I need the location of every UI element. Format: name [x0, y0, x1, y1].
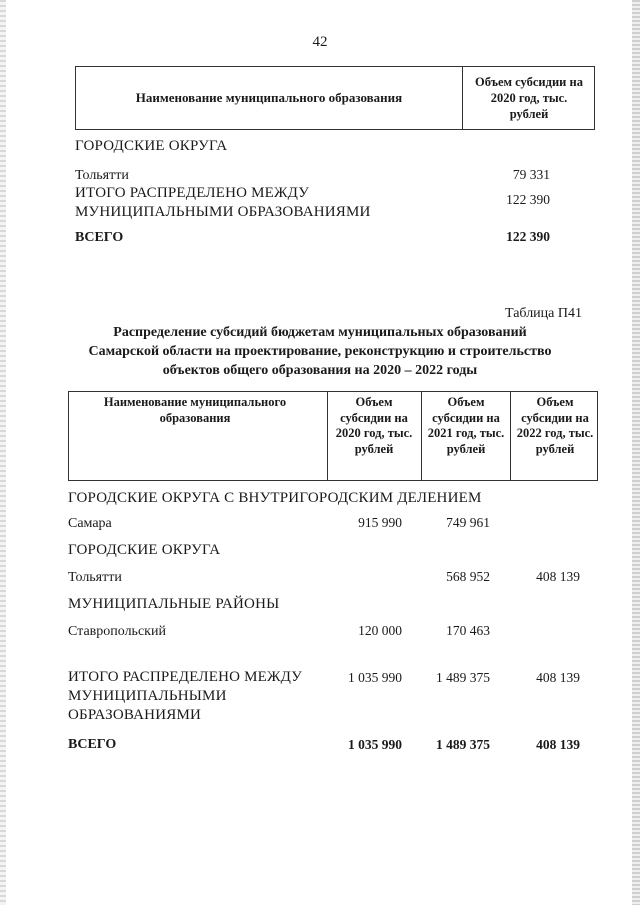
table2-row-2021: 749 961: [446, 515, 490, 530]
scan-edge-left: [0, 0, 6, 905]
table2-header-divider-2: [421, 392, 422, 480]
table2-header: [68, 391, 598, 481]
table2-grand-total-name: ВСЕГО: [68, 737, 117, 752]
table2-grand-total-2022: 408 139: [536, 737, 580, 752]
table2-total-distributed-2020: 1 035 990: [348, 670, 402, 685]
table1-header-divider: [462, 67, 463, 129]
page-number: 42: [312, 34, 328, 50]
table2-total-distributed-2021: 1 489 375: [436, 670, 490, 685]
table2-header-2020: Объем субсидии на 2020 год, тыс. рублей: [335, 395, 413, 456]
table2-row-name: Самара: [68, 516, 112, 531]
table2-row-2020: 120 000: [358, 623, 402, 638]
table2-grand-total-2020: 1 035 990: [348, 737, 402, 752]
table2-row-2021: 170 463: [446, 623, 490, 638]
table1-header-subsidy: Объем субсидии на 2020 год, тыс. рублей: [475, 75, 583, 121]
table2-caption: [0, 323, 640, 380]
table2-grand-total-2021: 1 489 375: [436, 737, 490, 752]
table1-header: [75, 66, 595, 130]
table2-header-divider-1: [327, 392, 328, 480]
table1-total-distributed-name: ИТОГО РАСПРЕДЕЛЕНО МЕЖДУ МУНИЦИПАЛЬНЫМИ ОБРАЗОВАНИЯМИ: [75, 185, 371, 220]
table2-section-title: ГОРОДСКИЕ ОКРУГА С ВНУТРИГОРОДСКИМ ДЕЛЕНИЕМ: [68, 490, 482, 506]
table1-grand-total-value: 122 390: [506, 229, 550, 244]
table2-section-title: ГОРОДСКИЕ ОКРУГА: [68, 542, 221, 558]
table1-row-value: 79 331: [512, 167, 550, 182]
table2-header-divider-3: [510, 392, 511, 480]
table2-header-2022: Объем субсидии на 2022 год, тыс. рублей: [516, 395, 594, 456]
table2-caption-text: Распределение субсидий бюджетам муниципальных образований Самарской области на проектирование, реконструкцию и строительство объектов общего образования на 2020 – 2022 годы: [88, 325, 552, 378]
table1-row-name: Тольятти: [75, 168, 129, 183]
table2-total-distributed-name: ИТОГО РАСПРЕДЕЛЕНО МЕЖДУ МУНИЦИПАЛЬНЫМИ ОБРАЗОВАНИЯМИ: [68, 669, 303, 723]
table2-section-title: МУНИЦИПАЛЬНЫЕ РАЙОНЫ: [68, 596, 280, 612]
table2-row-2020: 915 990: [358, 515, 402, 530]
table1-grand-total-name: ВСЕГО: [75, 230, 124, 245]
table2-row-2022: 408 139: [536, 569, 580, 584]
table1-total-distributed-value: 122 390: [506, 192, 550, 207]
table1-header-name: Наименование муниципального образования: [135, 90, 403, 105]
table2-header-name: Наименование муниципального образования: [103, 395, 287, 425]
scan-edge-right: [632, 0, 640, 905]
table2-row-2021: 568 952: [446, 569, 490, 584]
table2-row-name: Ставропольский: [68, 624, 166, 639]
table1-section-title: ГОРОДСКИЕ ОКРУГА: [75, 138, 228, 154]
table2-row-name: Тольятти: [68, 570, 122, 585]
table2-header-2021: Объем субсидии на 2021 год, тыс. рублей: [427, 395, 505, 456]
table-number: Таблица П41: [505, 306, 582, 321]
table2-total-distributed-2022: 408 139: [536, 670, 580, 685]
